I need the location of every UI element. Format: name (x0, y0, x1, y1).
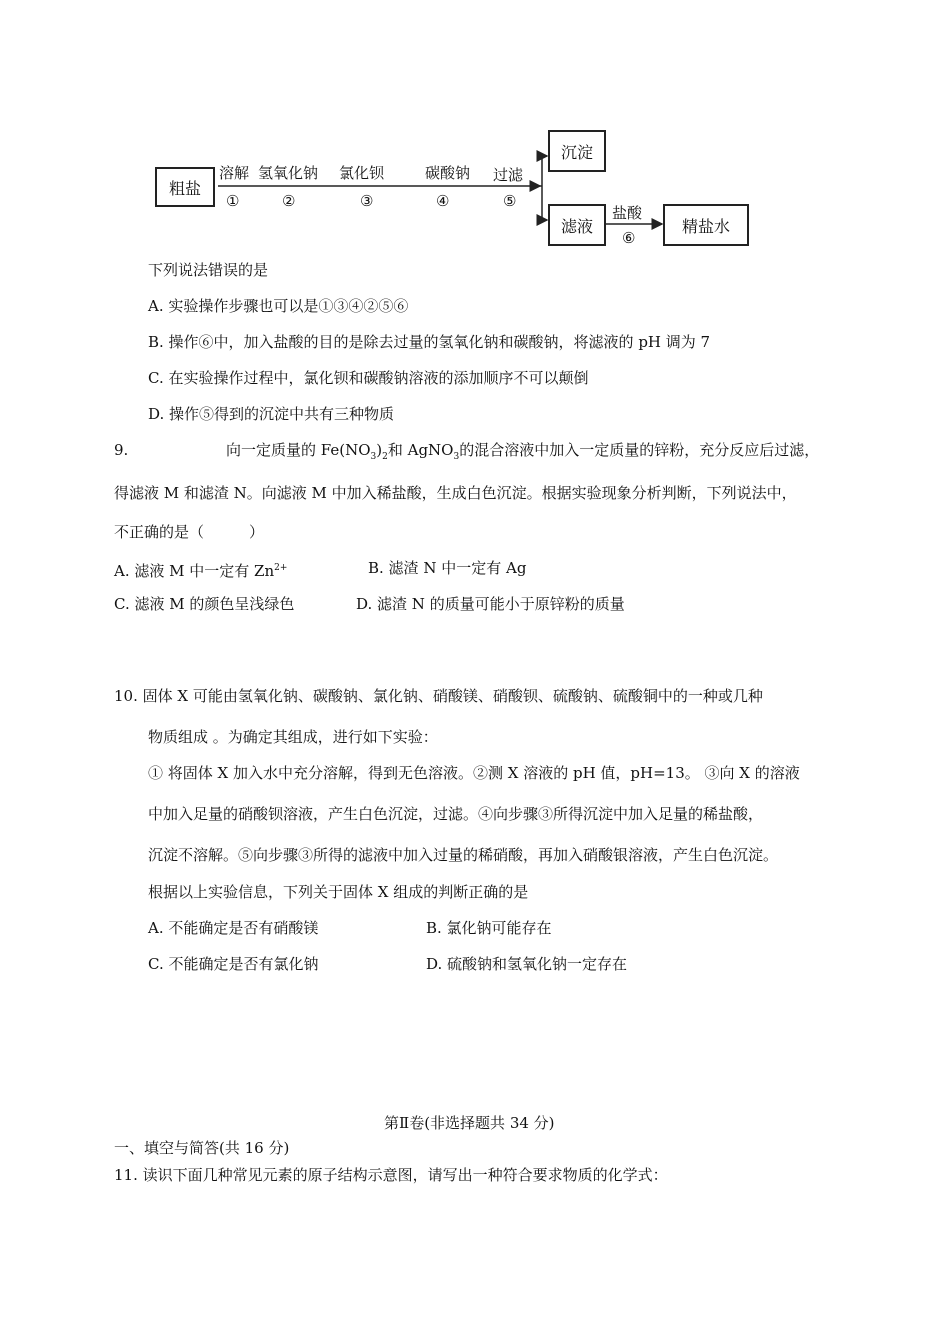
q9-line-3: 不正确的是（ ） (114, 523, 265, 541)
step-label-filter: 过滤 (493, 166, 524, 184)
q10-option-a: A. 不能确定是否有硝酸镁 (148, 919, 319, 937)
step-num-6: ⑥ (622, 229, 636, 247)
step-num-1: ① (226, 192, 240, 210)
step-num-2: ② (282, 192, 296, 210)
q9-option-a: A. 滤液 M 中一定有 $Zn^{2+}$ (114, 562, 288, 580)
q9-option-c: C. 滤液 M 的颜色呈浅绿色 (114, 595, 295, 613)
q9-number: 9. (114, 441, 129, 459)
q10-line-3: ① 将固体 X 加入水中充分溶解，得到无色溶液。②测 X 溶液的 pH 值，pH=13。 ③向 X 的溶液 (148, 764, 800, 782)
q10-line-4: 中加入足量的硝酸钡溶液，产生白色沉淀，过滤。④向步骤③所得沉淀中加入足量的稀盐酸， (148, 805, 764, 823)
step-label-hcl: 盐酸 (612, 204, 643, 222)
q10-option-b: B. 氯化钠可能存在 (426, 919, 552, 937)
step-label-na2co3: 碳酸钠 (425, 164, 471, 182)
q10-line-1: 10. 固体 X 可能由氢氧化钠、碳酸钠、氯化钠、硝酸镁、硝酸钡、硫酸钠、硫酸铜中的一种或几种 (114, 687, 763, 705)
q11-stem: 11. 读识下面几种常见元素的原子结构示意图，请写出一种符合要求物质的化学式： (114, 1166, 668, 1184)
refined-brine-box (663, 204, 749, 246)
step-label-naoh: 氢氧化钠 (258, 164, 319, 182)
q10-option-c: C. 不能确定是否有氯化钠 (148, 955, 319, 973)
step-label-dissolve: 溶解 (219, 164, 250, 182)
q8-option-b: B. 操作⑥中，加入盐酸的目的是除去过量的氢氧化钠和碳酸钠，将滤液的 pH 调为 7 (148, 333, 711, 351)
q8-option-d: D. 操作⑤得到的沉淀中共有三种物质 (148, 405, 395, 423)
precipitate-label: 沉淀 (560, 142, 593, 162)
section-2-title: 第Ⅱ卷(非选择题共 34 分) (384, 1114, 555, 1132)
q8-option-c: C. 在实验操作过程中，氯化钡和碳酸钠溶液的添加顺序不可以颠倒 (148, 369, 589, 387)
q10-option-d: D. 硫酸钠和氢氧化钠一定存在 (426, 955, 628, 973)
q10-line-5: 沉淀不溶解。⑤向步骤③所得的滤液中加入过量的稀硝酸，再加入硝酸银溶液，产生白色沉淀。 (148, 846, 779, 864)
step-num-4: ④ (436, 192, 450, 210)
step-label-bacl2: 氯化钡 (339, 164, 385, 182)
q9-option-d: D. 滤渣 N 的质量可能小于原锌粉的质量 (356, 595, 625, 613)
refined-brine-label: 精盐水 (681, 216, 730, 236)
filtrate-label: 滤液 (560, 216, 593, 236)
filtrate-box (548, 204, 606, 246)
q10-line-6: 根据以上实验信息，下列关于固体 X 组成的判断正确的是 (148, 883, 529, 901)
q8-stem: 下列说法错误的是 (148, 261, 269, 279)
section-2-part-1: 一、填空与简答(共 16 分) (114, 1139, 290, 1157)
q9-option-b: B. 滤渣 N 中一定有 Ag (368, 559, 527, 577)
process-flow-diagram (150, 120, 760, 250)
step-num-5: ⑤ (503, 192, 517, 210)
precipitate-box (548, 130, 606, 172)
q9-line-2: 得滤液 M 和滤渣 N。向滤液 M 中加入稀盐酸，生成白色沉淀。根据实验现象分析判断，下列说法中， (114, 484, 797, 502)
q8-option-a: A. 实验操作步骤也可以是①③④②⑤⑥ (148, 297, 409, 315)
q10-line-2: 物质组成 。为确定其组成，进行如下实验： (148, 728, 438, 746)
q9-line-1: 向一定质量的 $Fe(NO_3)_2$和 AgNO$_3$的混合溶液中加入一定质量的锌粉，充分反应后过滤， (226, 441, 820, 462)
crude-salt-box (155, 167, 215, 207)
crude-salt-label: 粗盐 (168, 178, 201, 198)
step-num-3: ③ (360, 192, 374, 210)
